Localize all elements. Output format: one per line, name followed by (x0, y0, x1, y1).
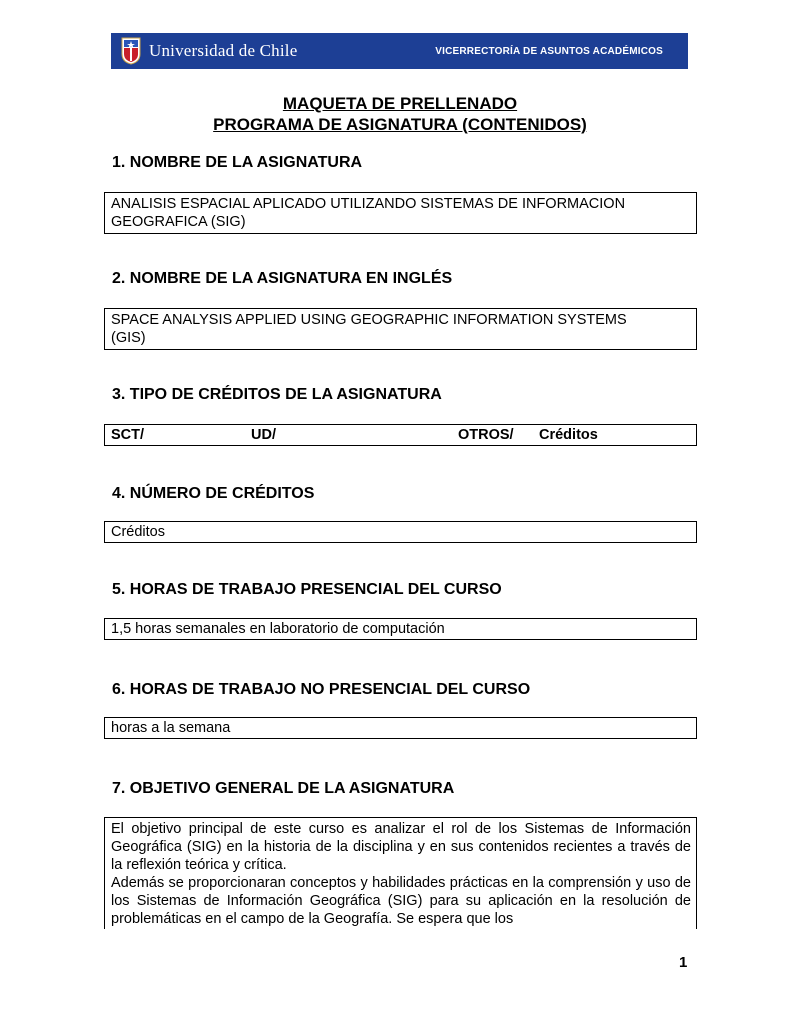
university-name: Universidad de Chile (149, 41, 298, 60)
section-7-heading: 7. OBJETIVO GENERAL DE LA ASIGNATURA (112, 780, 455, 797)
section-1-line-1: ANALISIS ESPACIAL APLICADO UTILIZANDO SISTEMAS DE INFORMACION (111, 196, 626, 212)
section-1-box (104, 192, 697, 234)
section-5-box (104, 618, 697, 640)
section-4-heading: 4. NÚMERO DE CRÉDITOS (112, 485, 315, 502)
section-5-value: 1,5 horas semanales en laboratorio de computación (111, 621, 445, 637)
section-4-value: Créditos (111, 524, 165, 540)
title-line-1: MAQUETA DE PRELLENADO (282, 94, 518, 113)
section-1-heading: 1. NOMBRE DE LA ASIGNATURA (112, 154, 363, 171)
section-1-line-2: GEOGRAFICA (SIG) (111, 214, 246, 230)
section-7-box (104, 817, 697, 929)
section-4-box (104, 521, 697, 543)
credit-types-row (111, 426, 691, 444)
section-6-value: horas a la semana (111, 720, 231, 736)
section-6-heading: 6. HORAS DE TRABAJO NO PRESENCIAL DEL CURSO (112, 681, 531, 698)
section-2-box (104, 308, 697, 350)
credit-creditos-label: Créditos (539, 427, 598, 443)
section-2-heading: 2. NOMBRE DE LA ASIGNATURA EN INGLÉS (112, 270, 453, 287)
section-2-line-1: SPACE ANALYSIS APPLIED USING GEOGRAPHIC INFORMATION SYSTEMS (111, 312, 627, 328)
section-7-paragraph-1: El objetivo principal de este curso es analizar el rol de los Sistemas de Información Geográfica (SIG) en la historia de la disciplina y en sus contenidos recientes a través de la reflexión teórica y crítica. (111, 821, 691, 873)
university-crest-icon (121, 37, 141, 65)
section-6-box (104, 717, 697, 739)
office-name: VICERRECTORÍA DE ASUNTOS ACADÉMICOS (435, 45, 663, 57)
section-5-heading: 5. HORAS DE TRABAJO PRESENCIAL DEL CURSO (112, 581, 502, 598)
section-3-box (104, 424, 697, 446)
section-7-paragraph-2: Además se proporcionaran conceptos y habilidades prácticas en la comprensión y uso de los Sistemas de Información Geográfica (SIG) para su aplicación en la resolución de problemáticas en el campo de la Geografía. Se espera que los (111, 875, 691, 927)
title-line-2: PROGRAMA DE ASIGNATURA (CONTENIDOS) (213, 115, 587, 134)
section-3-heading: 3. TIPO DE CRÉDITOS DE LA ASIGNATURA (112, 386, 442, 403)
credit-ud-label: UD/ (251, 427, 276, 443)
credit-otros-label: OTROS/ (458, 427, 514, 443)
page-number: 1 (679, 954, 688, 971)
header-banner (111, 33, 688, 69)
credit-sct-label: SCT/ (111, 427, 145, 443)
section-2-line-2: (GIS) (111, 330, 146, 346)
university-brand (121, 37, 297, 65)
document-titles (100, 93, 700, 135)
